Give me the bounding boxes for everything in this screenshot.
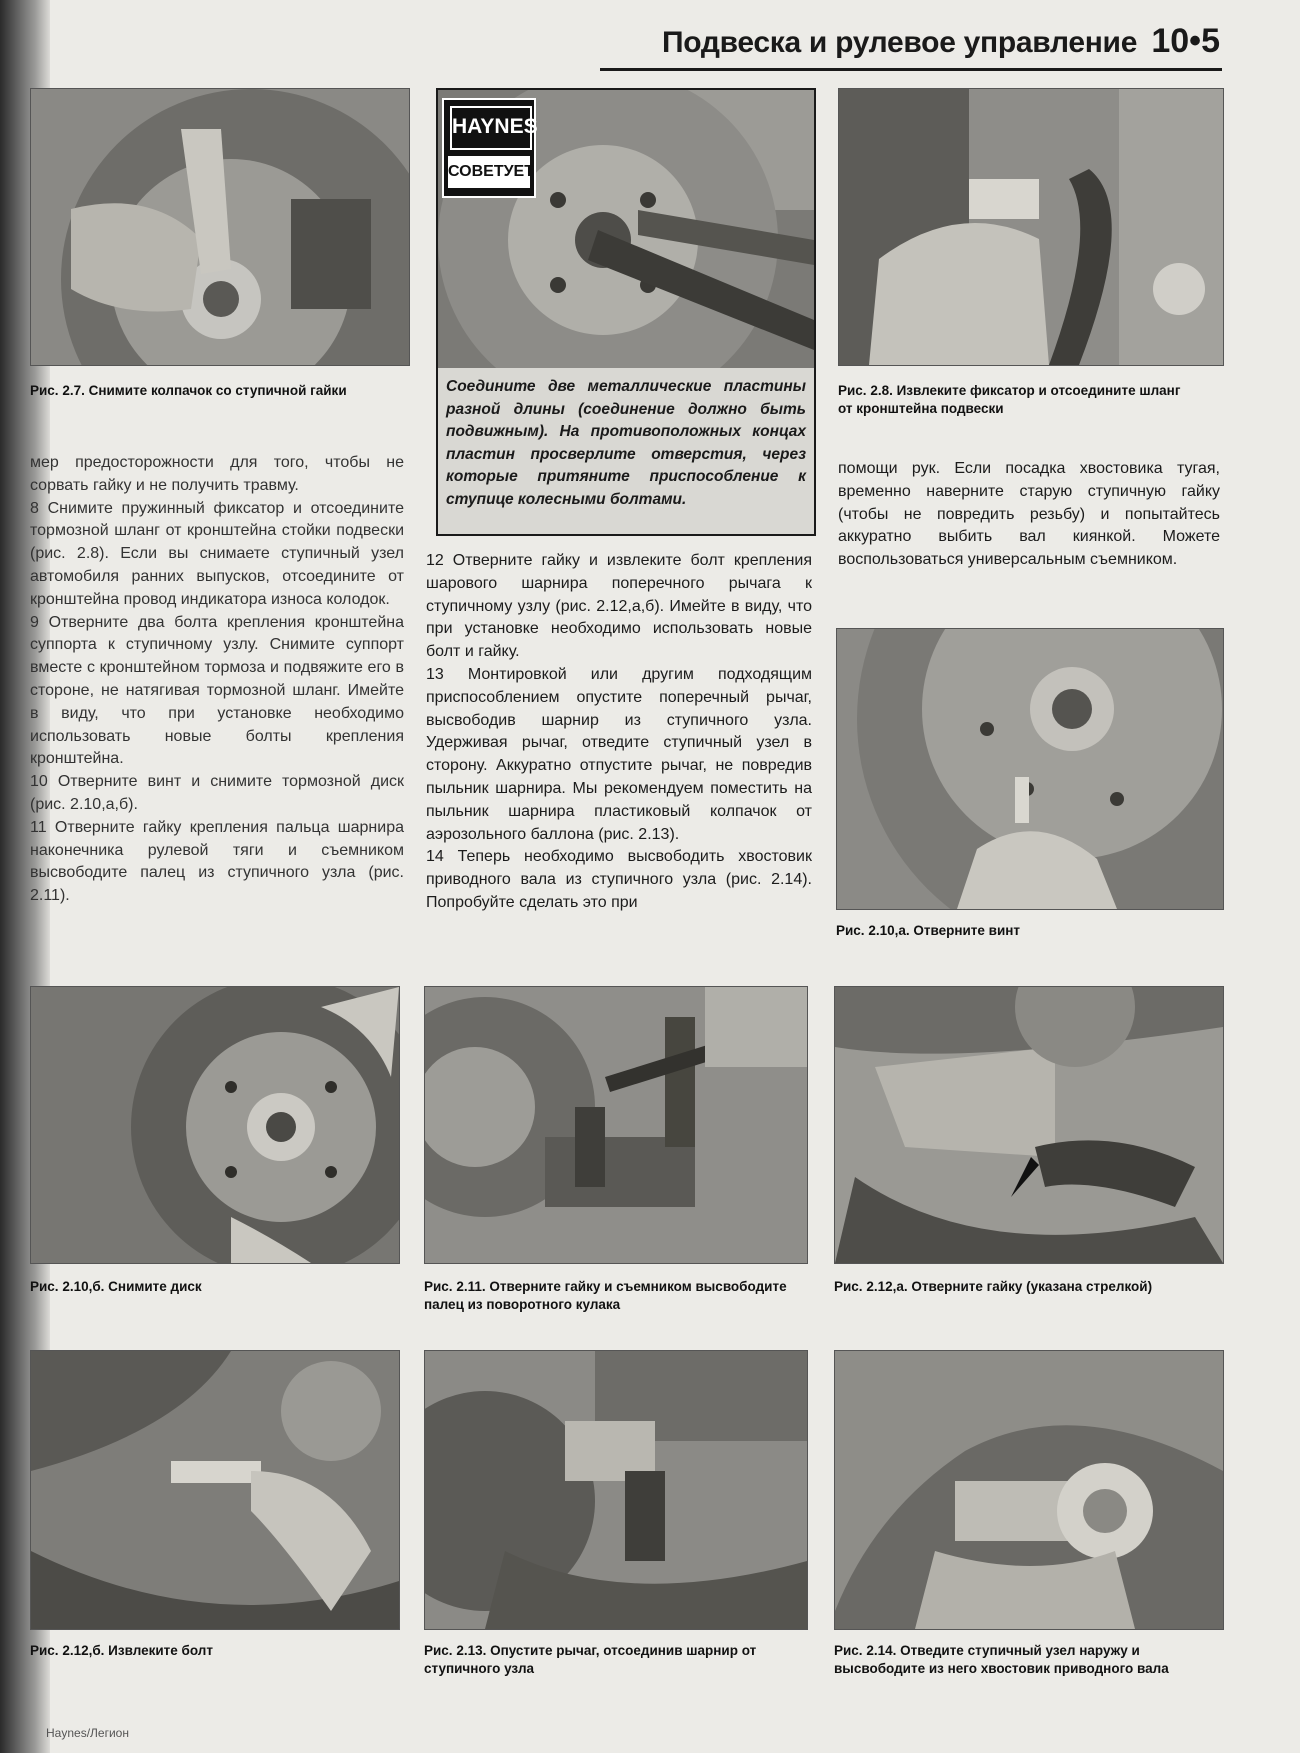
- paragraph: 13 Монтировкой или другим подходящим приспособлением опустите поперечный рычаг, высвободив шарнир из ступичного узла. Удерживая рычаг, отведите ступичный узел в сторону. Аккуратно отпустите рычаг, не повредив пыльник шарнира. Мы рекомендуем поместить на пыльник шарнира пластиковый колпачок от аэрозольного баллона (рис. 2.13).: [426, 665, 812, 843]
- page-number: 10•5: [1151, 22, 1220, 60]
- caption-fig-2-14: Рис. 2.14. Отведите ступичный узел наружу и высвободите из него хвостовик приводного вала: [834, 1643, 1169, 1676]
- photo-fig-2-12a: [834, 986, 1224, 1264]
- caption-fig-2-13: Рис. 2.13. Опустите рычаг, отсоединив шарнир от ступичного узла: [424, 1643, 757, 1676]
- caption-fig-2-7: Рис. 2.7. Снимите колпачок со ступичной гайки: [30, 383, 347, 398]
- paragraph: 9 Отверните два болта крепления кронштейна суппорта к ступичному узлу. Снимите суппорт вместе с кронштейном тормоза и подвяжите его в стороне, не натягивая тормозной шланг. Имейте в виду, что при установке необходимо использовать новые болты крепления кронштейна.: [30, 613, 404, 768]
- photo-fig-2-10b: [30, 986, 400, 1264]
- chapter-title: Подвеска и рулевое управление: [662, 26, 1138, 59]
- paragraph: 12 Отверните гайку и извлеките болт крепления шарового шарнира поперечного рычага к ступичному узлу (рис. 2.12,а,б). Имейте в виду, что при установке необходимо использовать новые болт и гайку.: [426, 552, 812, 661]
- caption-fig-2-10b: Рис. 2.10,б. Снимите диск: [30, 1279, 202, 1294]
- page-header: [600, 22, 1222, 71]
- photo-fig-2-14: [834, 1350, 1224, 1630]
- caption-fig-2-8: Рис. 2.8. Извлеките фиксатор и отсоедините шланг от кронштейна подвески: [838, 383, 1181, 416]
- haynes-logo: HAYNES: [450, 106, 532, 150]
- haynes-tip-box: [436, 88, 816, 536]
- paragraph: 14 Теперь необходимо высвободить хвостовик приводного вала из ступичного узла (рис. 2.14). Попробуйте сделать это при: [426, 848, 812, 911]
- photo-fig-2-7: [30, 88, 410, 366]
- photo-fig-2-10a: [836, 628, 1224, 910]
- photo-fig-2-12b: [30, 1350, 400, 1630]
- paragraph: 8 Снимите пружинный фиксатор и отсоедините тормозной шланг от кронштейна стойки подвески (рис. 2.8). Если вы снимаете ступичный узел автомобиля ранних выпусков, отсоедините от кронштейна провод индикатора износа колодок.: [30, 499, 404, 608]
- left-text-column: [30, 452, 404, 908]
- caption-fig-2-10a: Рис. 2.10,а. Отверните винт: [836, 923, 1021, 938]
- caption-fig-2-12b: Рис. 2.12,б. Извлеките болт: [30, 1643, 213, 1658]
- paragraph: мер предосторожности для того, чтобы не сорвать гайку и не получить травму.: [30, 454, 404, 494]
- haynes-advises-label: СОВЕТУЕТ: [448, 156, 530, 188]
- caption-fig-2-12a: Рис. 2.12,а. Отверните гайку (указана стрелкой): [834, 1279, 1153, 1294]
- haynes-tip-text: Соедините две металлические пластины разной длины (соединение должно быть подвижным). На противоположных концах пластин просверлите отверстия, через которые притяните приспособление к ступице колесными болтами.: [446, 378, 806, 508]
- haynes-badge: [442, 98, 536, 198]
- photo-haynes-tip: [438, 90, 814, 368]
- caption-fig-2-11: Рис. 2.11. Отверните гайку и съемником высвободите палец из поворотного кулака: [424, 1279, 787, 1312]
- photo-fig-2-11: [424, 986, 808, 1264]
- right-text-column: [838, 458, 1220, 572]
- middle-text-column: [426, 550, 812, 915]
- publisher-footer: Haynes/Легион: [46, 1726, 129, 1740]
- photo-fig-2-8: [838, 88, 1224, 366]
- paragraph: 11 Отверните гайку крепления пальца шарнира наконечника рулевой тяги и съемником высвободите палец из ступичного узла (рис. 2.11).: [30, 818, 404, 905]
- paragraph: помощи рук. Если посадка хвостовика тугая, временно наверните старую ступичную гайку (чтобы не повредить резьбу) и попытайтесь аккуратно выбить вал киянкой. Можете воспользоваться универсальным съемником.: [838, 460, 1220, 569]
- paragraph: 10 Отверните винт и снимите тормозной диск (рис. 2.10,а,б).: [30, 773, 404, 813]
- photo-fig-2-13: [424, 1350, 808, 1630]
